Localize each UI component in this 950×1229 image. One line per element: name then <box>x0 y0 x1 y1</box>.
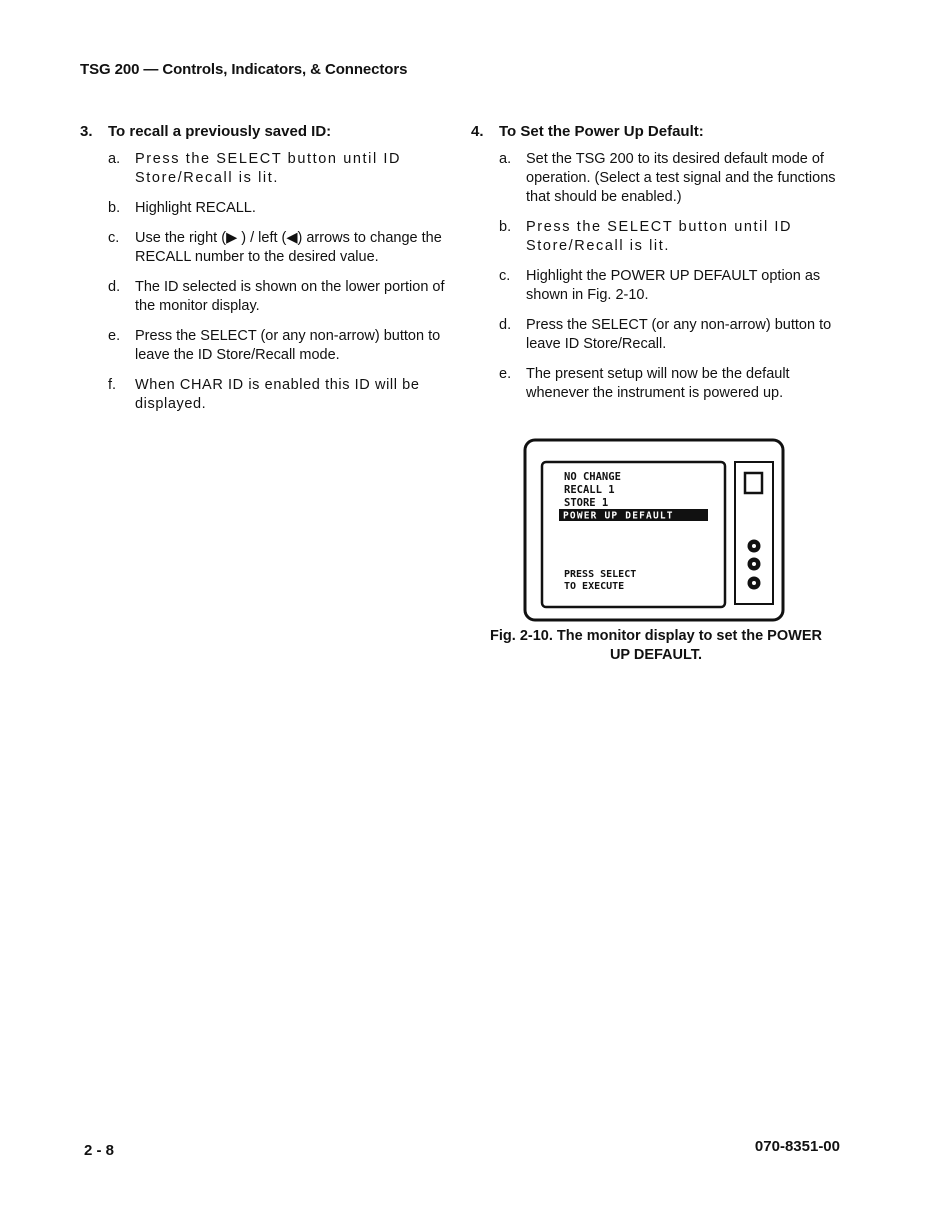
section-title <box>80 123 452 140</box>
monitor-illustration <box>523 438 787 624</box>
list-item <box>80 376 452 414</box>
step-letter: b. <box>108 200 121 216</box>
figure-caption <box>470 627 842 665</box>
step-letter: e. <box>108 328 121 344</box>
list-item <box>471 150 846 207</box>
section-heading: To Set the Power Up Default: <box>499 123 704 140</box>
section-power-up-default <box>471 123 846 414</box>
step-text: Press the SELECT (or any non-arrow) button to leave the ID Store/Recall mode. <box>135 328 441 363</box>
list-item <box>471 316 846 354</box>
step-letter: c. <box>108 230 120 246</box>
step-text: Press the SELECT button until ID Store/Recall is lit. <box>526 219 793 254</box>
page-number: 2 - 8 <box>84 1142 115 1159</box>
list-item <box>471 267 846 305</box>
menu-recall: RECALL 1 <box>564 484 615 496</box>
prompt-press-select: PRESS SELECT <box>564 569 637 580</box>
step-text: Press the SELECT (or any non-arrow) button to leave ID Store/Recall. <box>526 317 832 352</box>
section-title <box>471 123 846 140</box>
menu-no-change: NO CHANGE <box>564 471 621 483</box>
step-text: When CHAR ID is enabled this ID will be displayed. <box>135 377 420 412</box>
step-letter: f. <box>108 377 117 393</box>
step-text: Highlight RECALL. <box>135 200 256 216</box>
step-list <box>471 150 846 403</box>
section-number: 4. <box>471 123 484 140</box>
step-text: Set the TSG 200 to its desired default mode of operation. (Select a test signal and the functions that should be enabled.) <box>526 151 836 205</box>
step-letter: c. <box>499 268 511 284</box>
monitor-display-figure <box>523 438 787 624</box>
step-letter: d. <box>108 279 121 295</box>
page-header: TSG 200 — Controls, Indicators, & Connectors <box>80 61 408 78</box>
step-letter: b. <box>499 219 512 235</box>
section-recall-id <box>80 123 452 425</box>
step-letter: d. <box>499 317 512 333</box>
step-letter: a. <box>108 151 121 167</box>
monitor-bezel <box>525 440 783 620</box>
section-heading: To recall a previously saved ID: <box>108 123 332 140</box>
list-item <box>471 218 846 256</box>
step-letter: e. <box>499 366 512 382</box>
menu-store: STORE 1 <box>564 497 609 509</box>
step-text: Highlight the POWER UP DEFAULT option as shown in Fig. 2-10. <box>526 268 821 303</box>
step-list <box>80 150 452 414</box>
step-letter: a. <box>499 151 512 167</box>
list-item <box>471 365 846 403</box>
caption-line: UP DEFAULT. <box>609 647 703 663</box>
list-item <box>80 199 452 218</box>
list-item <box>80 278 452 316</box>
caption-line: Fig. 2-10. The monitor display to set the POWER <box>490 628 822 644</box>
step-text: Use the right (▶ ) / left (◀) arrows to change the RECALL number to the desired value. <box>135 230 442 265</box>
section-number: 3. <box>80 123 93 140</box>
list-item <box>80 150 452 188</box>
step-text: The present setup will now be the default whenever the instrument is powered up. <box>526 366 790 401</box>
step-text: The ID selected is shown on the lower portion of the monitor display. <box>135 279 445 314</box>
list-item <box>80 327 452 365</box>
step-text: Press the SELECT button until ID Store/Recall is lit. <box>135 151 402 186</box>
prompt-to-execute: TO EXECUTE <box>564 581 625 592</box>
menu-power-up-default: POWER UP DEFAULT <box>563 510 674 522</box>
document-number: 070-8351-00 <box>754 1138 840 1155</box>
list-item <box>80 229 452 267</box>
power-switch-icon <box>745 473 762 493</box>
